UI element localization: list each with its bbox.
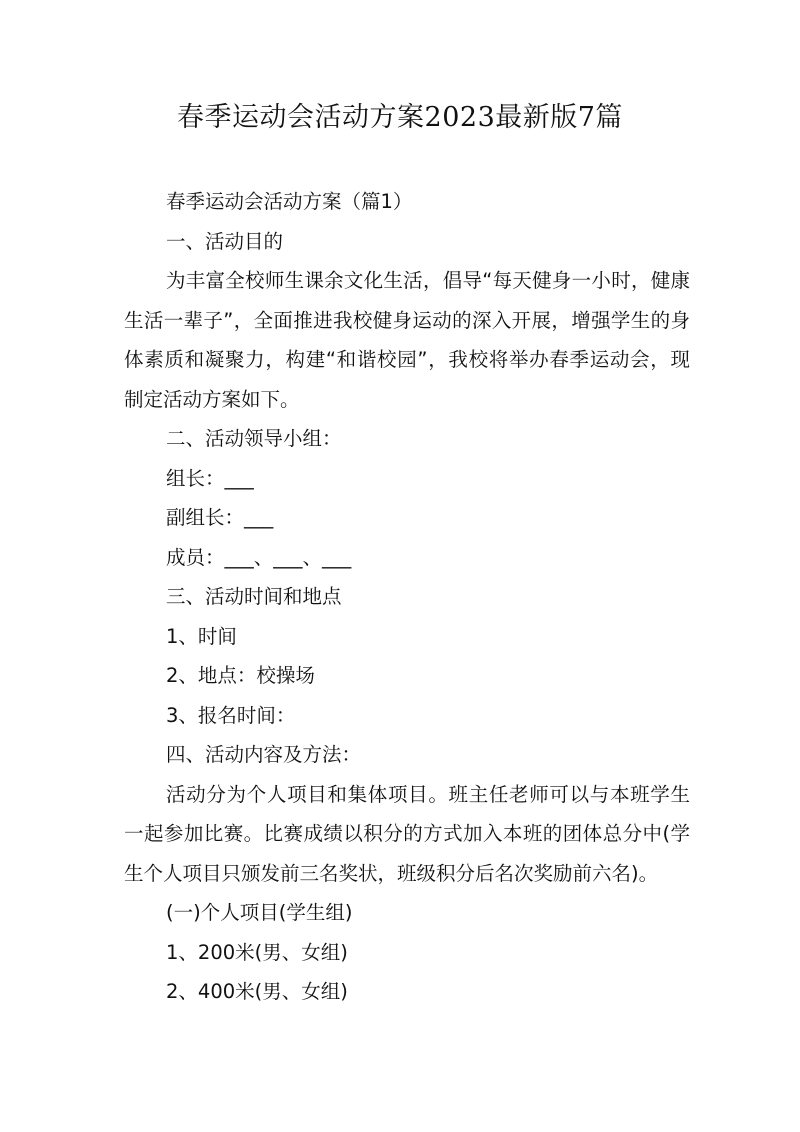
list-item: 1、200米(男、女组)	[166, 940, 348, 964]
list-item: 组长：___	[166, 466, 254, 490]
list-item: 3、报名时间：	[166, 703, 296, 727]
section-heading: 春季运动会活动方案（篇1）	[166, 190, 413, 213]
section-heading: 二、活动领导小组：	[166, 427, 342, 450]
section-heading: 一、活动目的	[166, 229, 284, 253]
paragraph: 为丰富全校师生课余文化生活，倡导“每天健身一小时，健康生活一辈子”，全面推进我校健身运动的深入开展，增强学生的身体素质和凝聚力，构建“和谐校园”，我校将举办春季运动会，现制定活动方案如下。	[124, 269, 690, 411]
list-item: 成员：___、___、___	[166, 545, 352, 569]
list-item: 副组长：___	[166, 506, 274, 529]
list-item: 2、400米(男、女组)	[166, 980, 348, 1003]
document-title: 春季运动会活动方案2023最新版7篇	[177, 102, 623, 133]
document-body	[124, 182, 690, 1012]
list-item: 2、地点：校操场	[166, 664, 315, 687]
section-heading: 三、活动时间和地点	[166, 585, 342, 608]
list-item: 1、时间	[166, 624, 237, 648]
section-heading: 四、活动内容及方法：	[166, 743, 362, 766]
paragraph: 活动分为个人项目和集体项目。班主任老师可以与本班学生一起参加比赛。比赛成绩以积分的方式加入本班的团体总分中(学生个人项目只颁发前三名奖状，班级积分后名次奖励前六名)。	[124, 782, 690, 885]
subsection-heading: (一)个人项目(学生组)	[166, 901, 353, 924]
